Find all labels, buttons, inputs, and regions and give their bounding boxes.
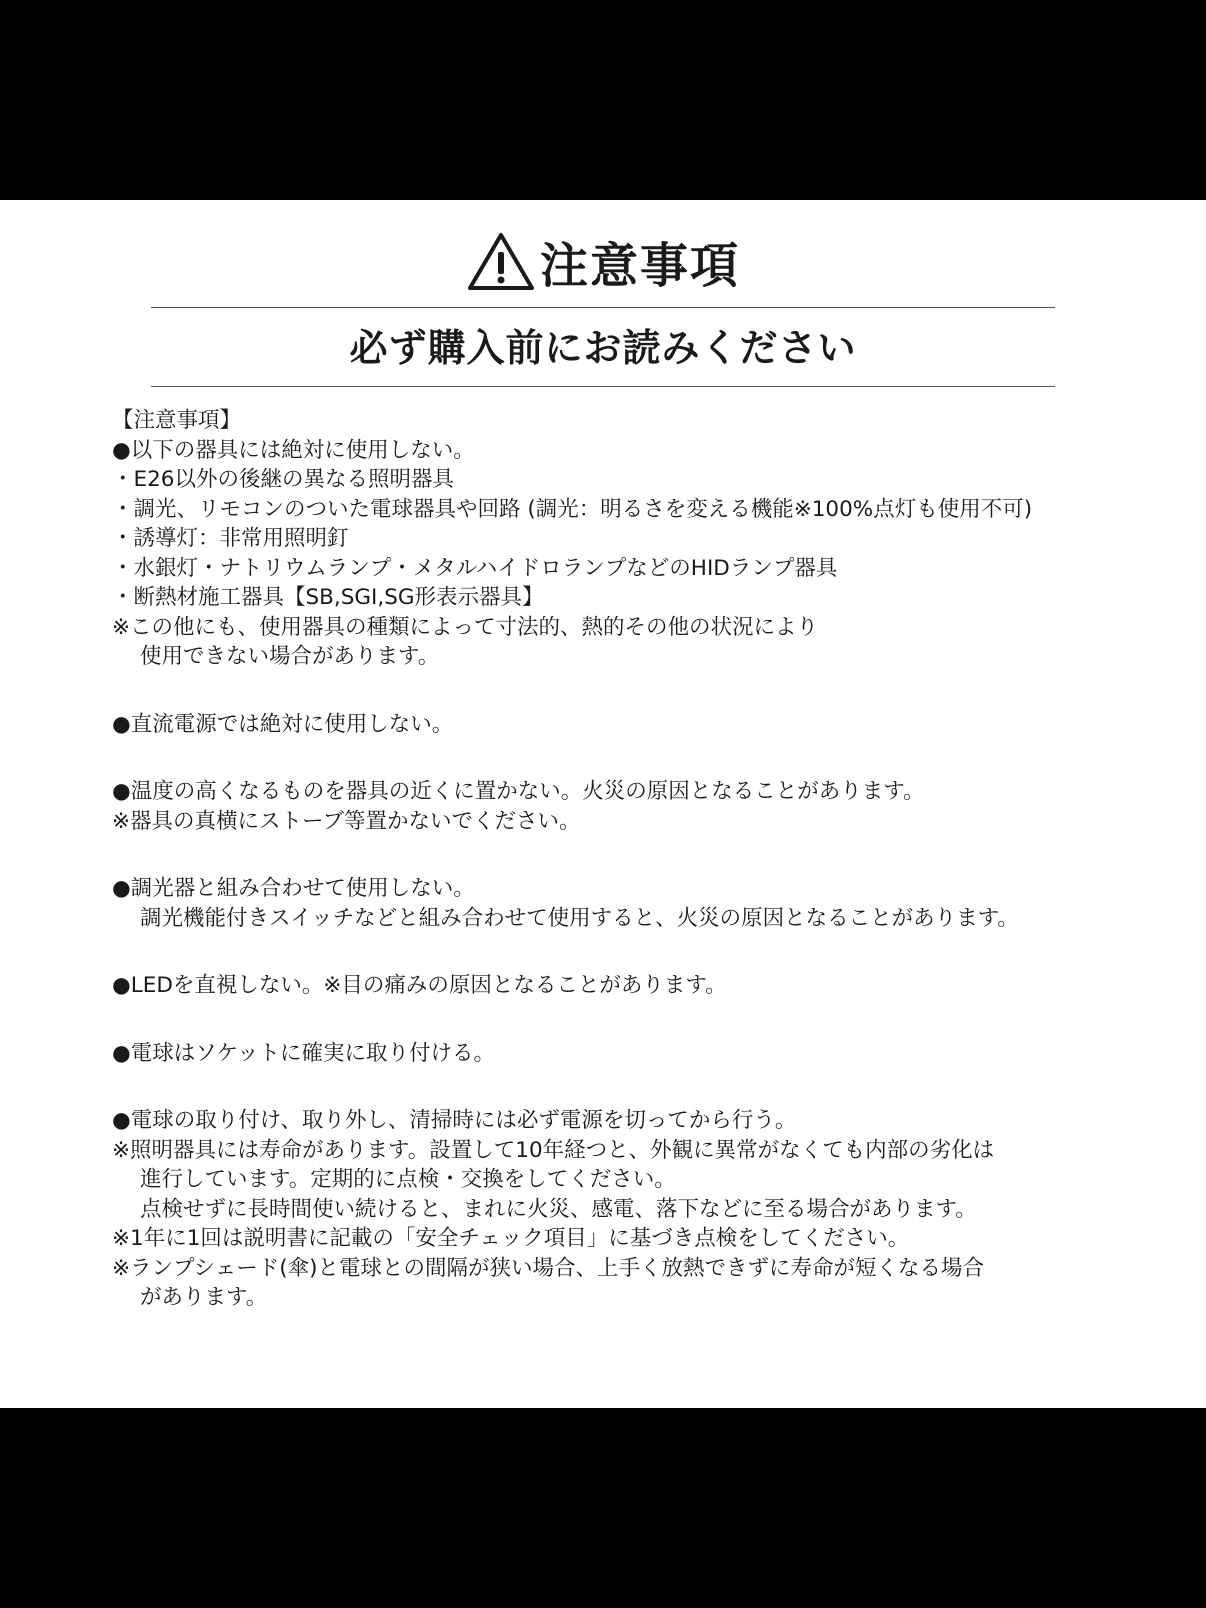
page-title: 注意事項 bbox=[539, 237, 740, 294]
notice-line: ●直流電源では絶対に使用しない。 bbox=[112, 711, 454, 737]
divider-top bbox=[151, 307, 1055, 308]
notice-line: 調光機能付きスイッチなどと組み合わせて使用すると、火災の原因となることがあります。 bbox=[140, 905, 1019, 931]
notice-body bbox=[112, 406, 1132, 1313]
notice-line: ・断熱材施工器具【SB,SGI,SG形表示器具】 bbox=[112, 585, 544, 610]
notice-line: ●電球の取り付け、取り外し、清掃時には必ず電源を切ってから行う。 bbox=[112, 1108, 797, 1133]
notice-line: ※この他にも、使用器具の種類によって寸法的、熱的その他の状況により bbox=[112, 614, 819, 640]
notice-line: ※器具の真横にストーブ等置かないでください。 bbox=[112, 808, 581, 834]
notice-line: ●温度の高くなるものを器具の近くに置かない。火災の原因となることがあります。 bbox=[112, 779, 925, 804]
notice-line: ・E26以外の後継の異なる照明器具 bbox=[112, 467, 454, 492]
section-heading: 【注意事項】 bbox=[112, 408, 242, 433]
notice-line: ・調光、リモコンのついた電球器具や回路 (調光：明るさを変える機能※100%点灯も使用不可) bbox=[112, 496, 1033, 522]
notice-line: ●LEDを直視しない。※目の痛みの原因となることがあります。 bbox=[112, 973, 727, 998]
notice-line: 進行しています。定期的に点検・交換をしてください。 bbox=[140, 1167, 676, 1192]
notice-line: 点検せずに長時間使い続けると、まれに火災、感電、落下などに至る場合があります。 bbox=[140, 1196, 977, 1222]
notice-line: ・誘導灯：非常用照明釘 bbox=[112, 526, 349, 551]
notice-line: ※照明器具には寿命があります。設置して10年経つと、外観に異常がなくても内部の劣化は bbox=[112, 1137, 995, 1163]
notice-line: ●以下の器具には絶対に使用しない。 bbox=[112, 437, 475, 463]
notice-sheet bbox=[0, 200, 1206, 1408]
notice-line: ●電球はソケットに確実に取り付ける。 bbox=[112, 1040, 495, 1066]
divider-bottom bbox=[151, 386, 1055, 387]
notice-line: があります。 bbox=[140, 1285, 268, 1310]
notice-line: ・水銀灯・ナトリウムランプ・メタルハイドロランプなどのHIDランプ器具 bbox=[112, 555, 838, 581]
notice-line: ※1年に1回は説明書に記載の「安全チェック項目」に基づき点検をしてください。 bbox=[112, 1226, 910, 1251]
notice-line: ●調光器と組み合わせて使用しない。 bbox=[112, 876, 475, 901]
page-subtitle: 必ず購入前にお読みください bbox=[349, 326, 857, 370]
notice-line: ※ランプシェード(傘)と電球との間隔が狭い場合、上手く放熱できずに寿命が短くなる場合 bbox=[112, 1255, 985, 1281]
notice-line: 使用できない場合があります。 bbox=[140, 644, 440, 669]
warning-icon bbox=[466, 230, 536, 292]
header bbox=[0, 226, 1206, 296]
